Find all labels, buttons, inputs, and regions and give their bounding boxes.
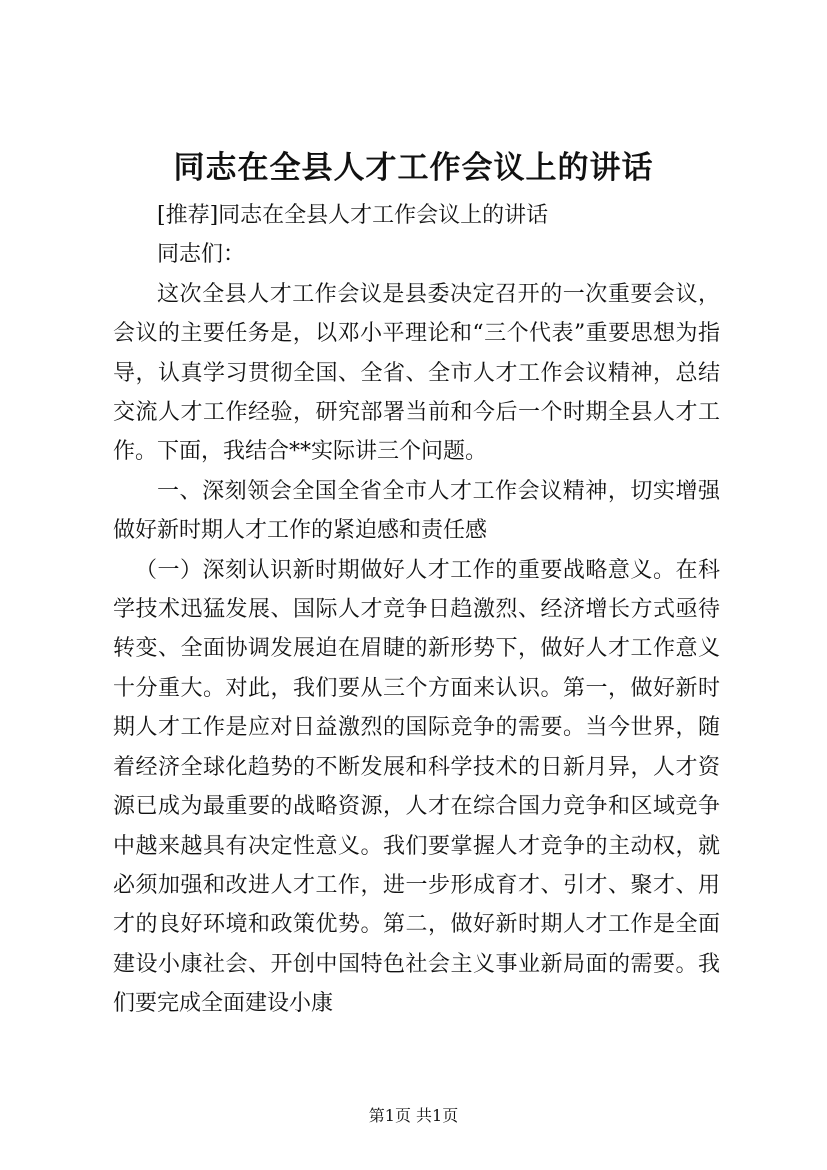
subtitle-paragraph: [推荐]同志在全县人才工作会议上的讲话 bbox=[157, 203, 549, 228]
intro-paragraph: 这次全县人才工作会议是县委决定召开的一次重要会议，会议的主要任务是，以邓小平理论和“三个代表”重要思想为指导，认真学习贯彻全国、全省、全市人才工作会议精神，总结交流人才工作经验，研究部署当前和今后一个时期全县人才工作。下面，我结合**实际讲三个问题。 bbox=[113, 281, 720, 465]
page-footer: 第1页 共1页 bbox=[368, 1106, 459, 1125]
subsection-paragraph: （一）深刻认识新时期做好人才工作的重要战略意义。在科学技术迅猛发展、国际人才竞争日趋激烈、经济增长方式亟待转变、全面协调发展迫在眉睫的新形势下，做好人才工作意义十分重大。对此，我们要从三个方面来认识。第一，做好新时期人才工作是应对日益激烈的国际竞争的需要。当今世界，随着经济全球化趋势的不断发展和科学技术的日新月异，人才资源已成为最重要的战略资源，人才在综合国力竞争和区域竞争中越来越具有决定性意义。我们要掌握人才竞争的主动权，就必须加强和改进人才工作，进一步形成育才、引才、聚才、用才的良好环境和政策优势。第二，做好新时期人才工作是全面建设小康社会、开创中国特色社会主义事业新局面的需要。我们要完成全面建设小康 bbox=[113, 557, 720, 1017]
document-body bbox=[113, 196, 720, 1024]
salutation-paragraph: 同志们： bbox=[157, 242, 246, 268]
document-title: 同志在全县人才工作会议上的讲话 bbox=[173, 150, 654, 186]
section-heading-paragraph: 一、深刻领会全国全省全市人才工作会议精神，切实增强做好新时期人才工作的紧迫感和责任感 bbox=[113, 478, 720, 544]
